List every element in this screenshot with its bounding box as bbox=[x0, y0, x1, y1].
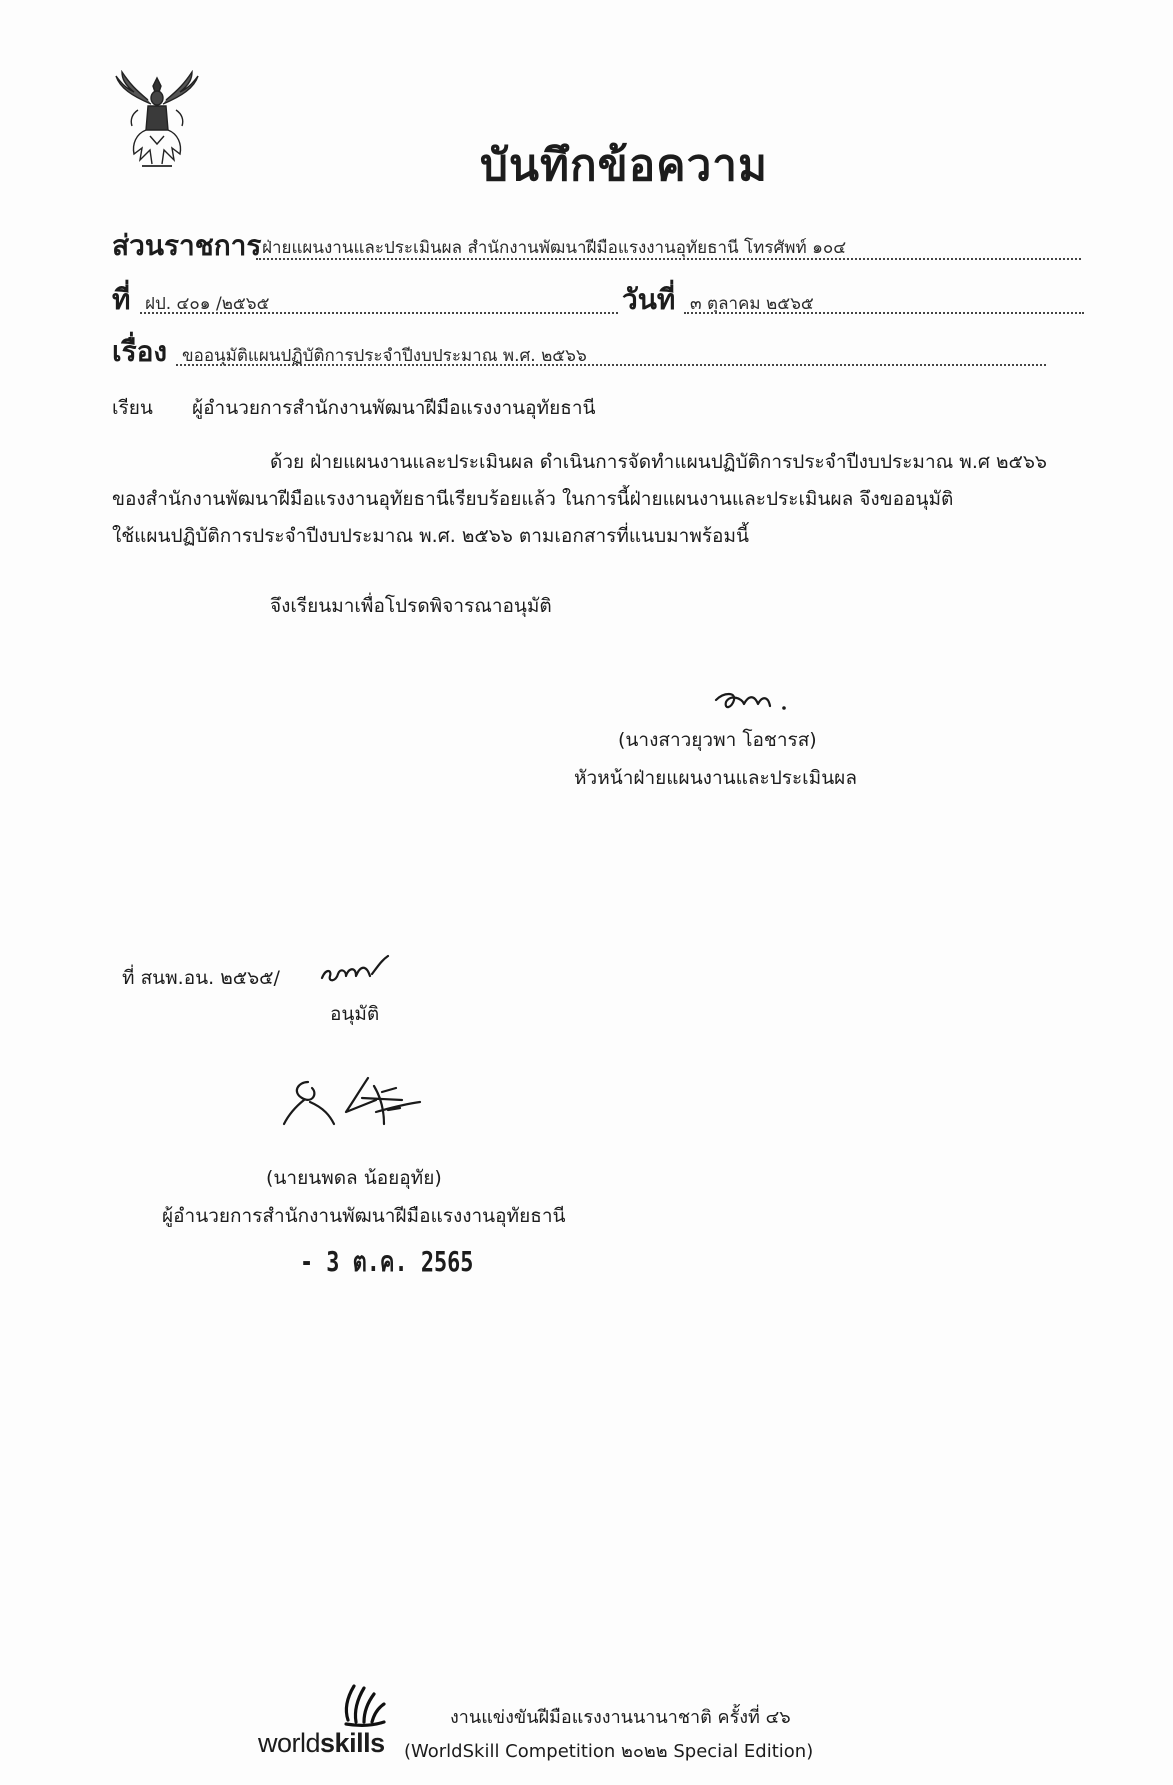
footer-line-1: งานแข่งขันฝีมือแรงงานนานาชาติ ครั้งที่ ๔๖ bbox=[450, 1707, 791, 1728]
signer-position: หัวหน้าฝ่ายแผนงานและประเมินผล bbox=[574, 767, 857, 789]
approval-ref: ที่ สนพ.อน. ๒๕๖๕/ bbox=[122, 967, 280, 989]
subject-value: ขออนุมัติแผนปฏิบัติการประจำปีงบประมาณ พ.ศ. ๒๕๖๖ bbox=[182, 346, 587, 366]
memo-title: บันทึกข้อความ bbox=[480, 140, 769, 191]
ref-value: ฝป. ๔๐๑ /๒๕๖๕ bbox=[145, 294, 270, 314]
department-label: ส่วนราชการ bbox=[112, 229, 262, 262]
closing-line: จึงเรียนมาเพื่อโปรดพิจารณาอนุมัติ bbox=[270, 595, 552, 617]
director-signature bbox=[280, 1068, 460, 1138]
subject-label: เรื่อง bbox=[112, 335, 168, 368]
paragraph-line-3: ใช้แผนปฏิบัติการประจำปีงบประมาณ พ.ศ. ๒๕๖๖ ตามเอกสารที่แนบมาพร้อมนี้ bbox=[112, 525, 749, 547]
date-dotted-line bbox=[684, 312, 1084, 314]
approval-ref-handwritten bbox=[316, 952, 406, 992]
logo-text-light: world bbox=[258, 1728, 321, 1758]
department-dotted-line bbox=[256, 258, 1081, 260]
department-value: ฝ่ายแผนงานและประเมินผล สำนักงานพัฒนาฝีมือแรงงานอุทัยธานี โทรศัพท์ ๑๐๔ bbox=[262, 238, 847, 258]
approval-status: อนุมัติ bbox=[330, 1003, 380, 1025]
director-position: ผู้อำนวยการสำนักงานพัฒนาฝีมือแรงงานอุทัยธานี bbox=[162, 1205, 566, 1227]
ref-label: ที่ bbox=[112, 283, 131, 316]
date-label: วันที่ bbox=[622, 283, 676, 316]
footer-line-2: (WorldSkill Competition ๒๐๒๒ Special Edition) bbox=[404, 1741, 814, 1762]
signer-name: (นางสาวยุวพา โอชารส) bbox=[618, 729, 817, 751]
worldskills-hand-icon bbox=[338, 1680, 394, 1728]
garuda-icon bbox=[112, 70, 202, 170]
director-name: (นายนพดล น้อยอุทัย) bbox=[266, 1167, 442, 1189]
subject-dotted-line bbox=[176, 364, 1046, 366]
worldskills-logo-text bbox=[258, 1728, 385, 1759]
to-value: ผู้อำนวยการสำนักงานพัฒนาฝีมือแรงงานอุทัยธานี bbox=[192, 397, 596, 419]
paragraph-line-1: ด้วย ฝ่ายแผนงานและประเมินผล ดำเนินการจัดทำแผนปฏิบัติการประจำปีงบประมาณ พ.ศ ๒๕๖๖ bbox=[270, 451, 1047, 473]
ref-dotted-line bbox=[140, 312, 618, 314]
logo-text-bold: skills bbox=[320, 1728, 385, 1758]
to-label: เรียน bbox=[112, 397, 153, 419]
date-stamp: - 3 ต.ค. 2565 bbox=[300, 1245, 474, 1278]
garuda-emblem bbox=[112, 70, 202, 170]
date-value: ๓ ตุลาคม ๒๕๖๕ bbox=[690, 294, 814, 314]
signer-signature bbox=[710, 682, 810, 722]
paragraph-line-2: ของสำนักงานพัฒนาฝีมือแรงงานอุทัยธานีเรียบร้อยแล้ว ในการนี้ฝ่ายแผนงานและประเมินผล จึงขออนุมัติ bbox=[112, 488, 954, 510]
